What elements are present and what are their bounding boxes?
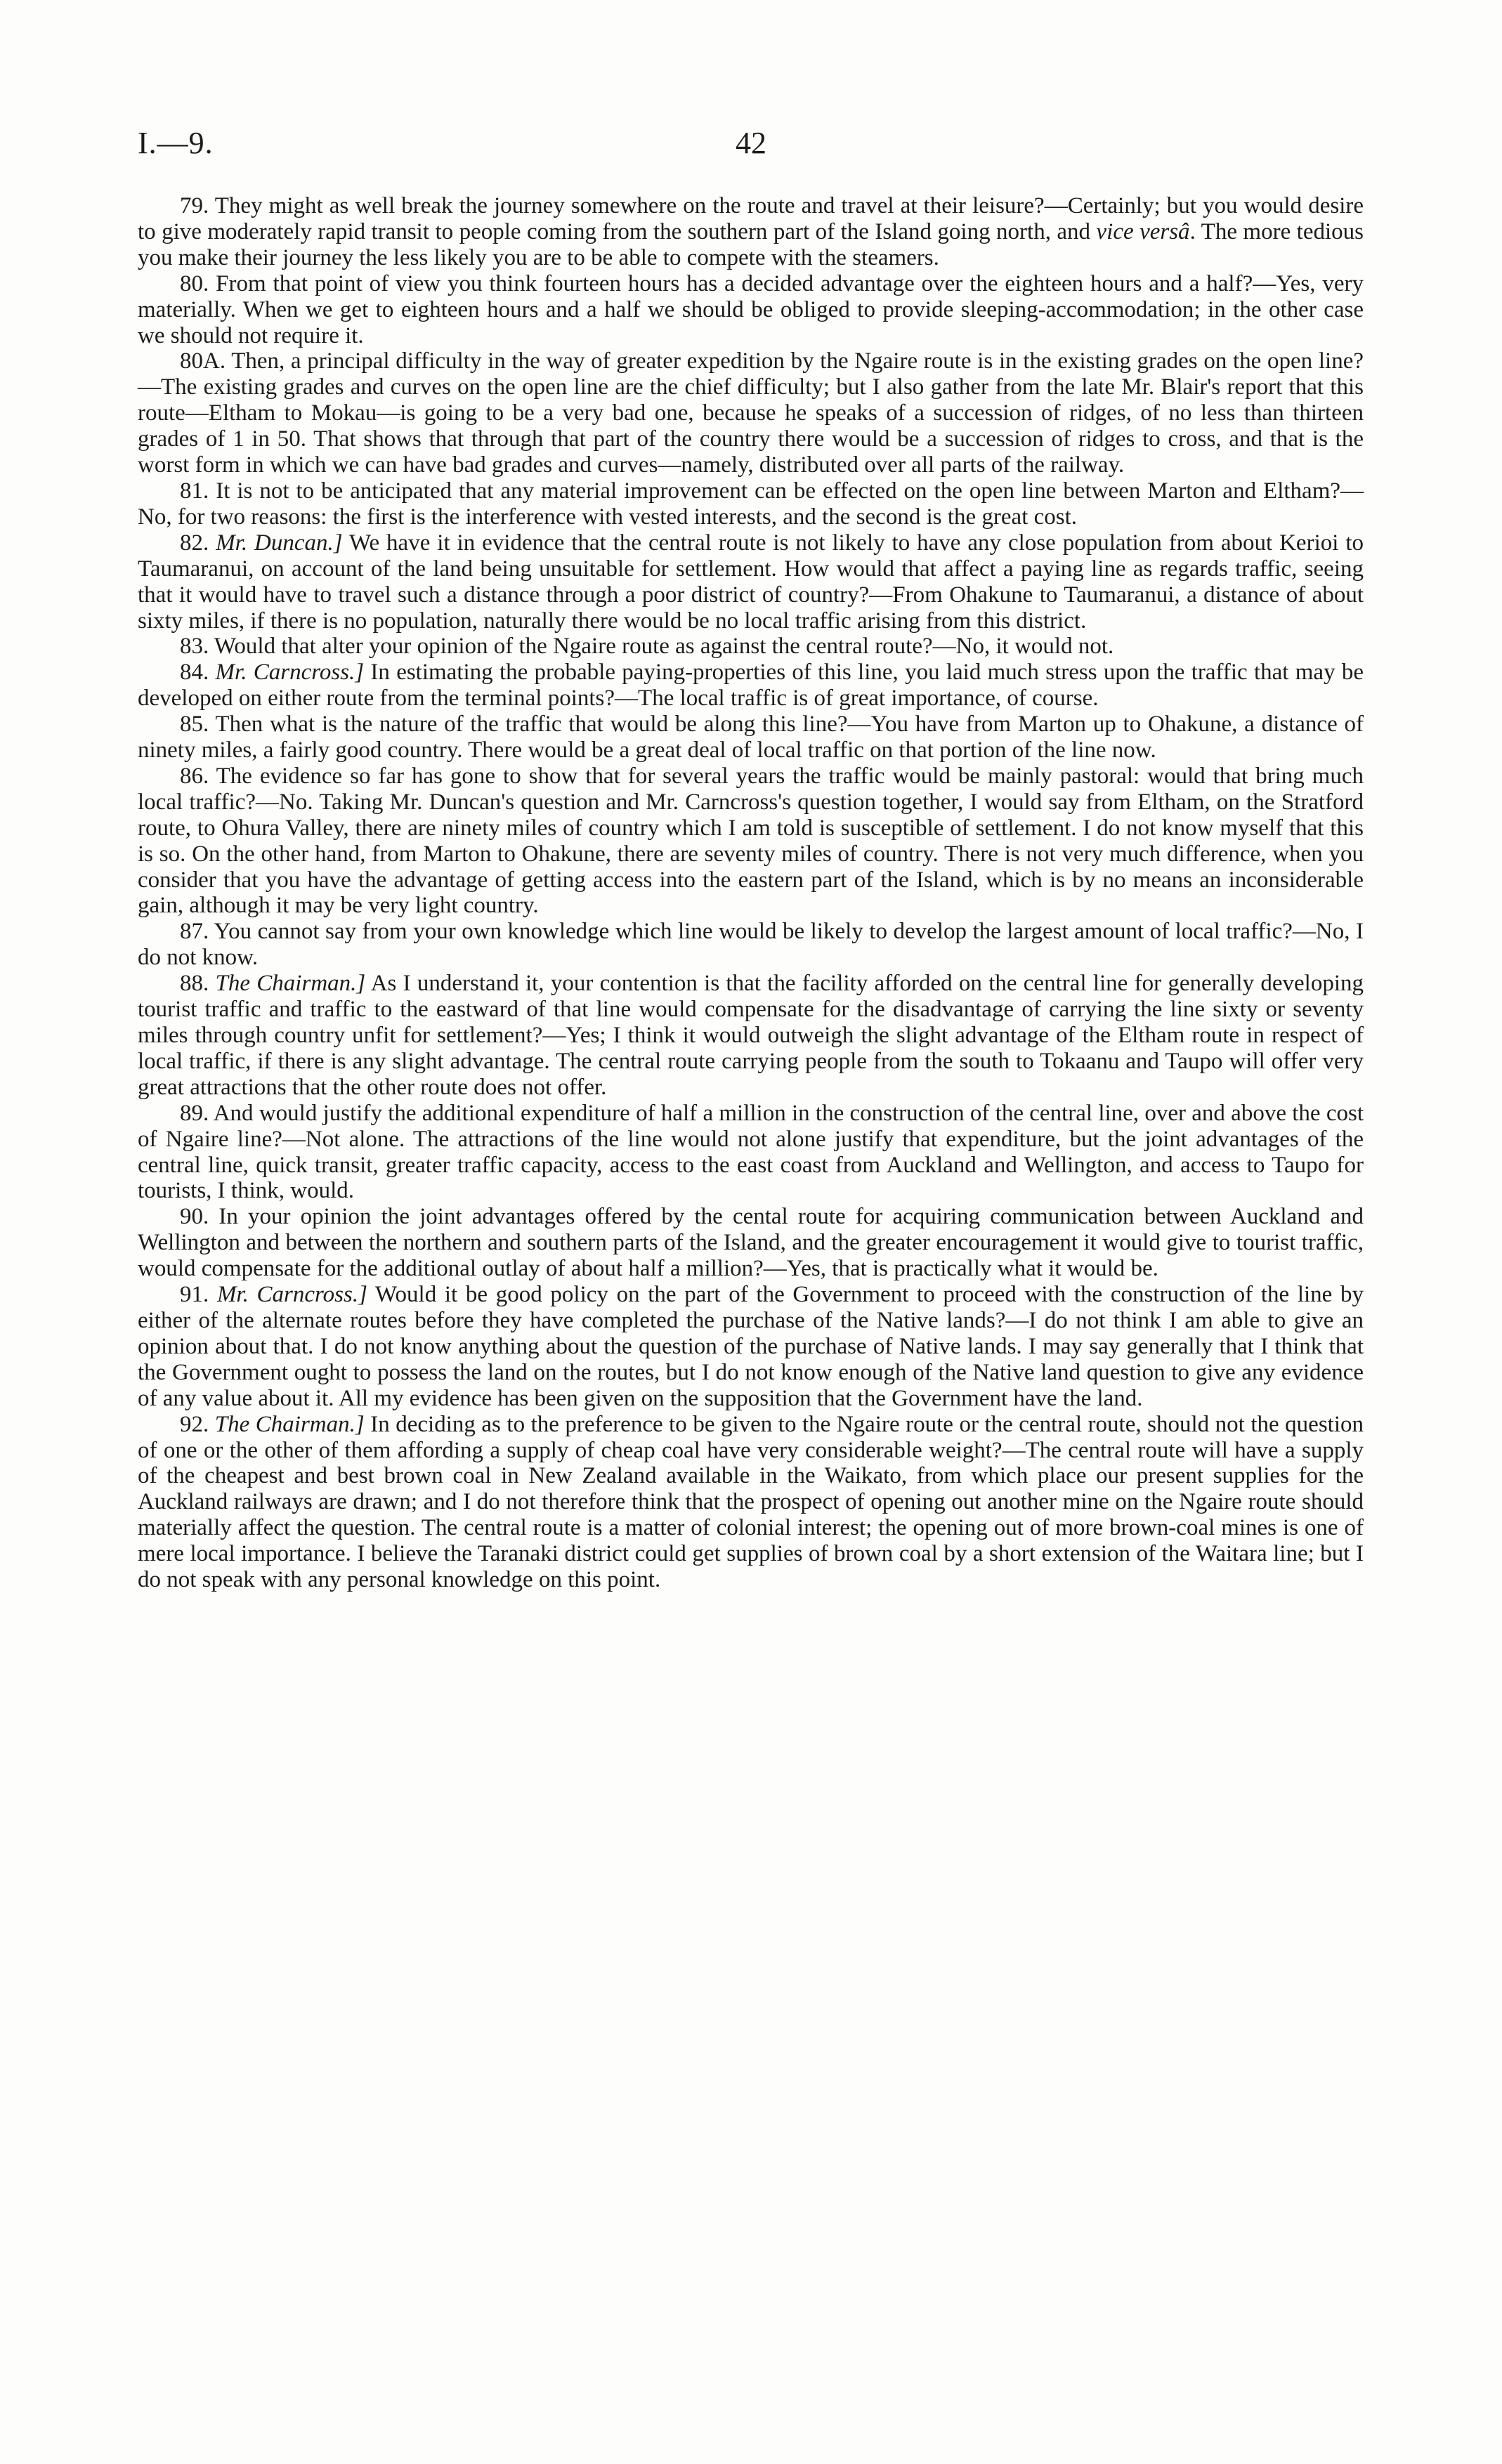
paragraph-79 xyxy=(138,193,1364,271)
speaker-label: Mr. Carncross.] xyxy=(216,1282,367,1308)
paragraph-86 xyxy=(138,764,1364,919)
paragraph-90 xyxy=(138,1204,1364,1282)
paragraph-number: 84. xyxy=(180,660,209,686)
paragraph-number: 80. xyxy=(180,270,209,296)
paragraph-number: 90. xyxy=(180,1204,209,1230)
paragraph-number: 85. xyxy=(180,712,209,738)
page-number: 42 xyxy=(736,126,766,160)
paragraph-text: It is not to be anticipated that any material improvement can be effected on the open line between Marton and Eltham?—No, for two reasons: the first is the interference with vested interests, and the second is the great cost. xyxy=(138,478,1364,530)
paragraph-88 xyxy=(138,971,1364,1101)
paragraph-number: 92. xyxy=(180,1411,209,1437)
paragraph-text: Then what is the nature of the traffic that would be along this line?—You have from Marton up to Ohakune, a distance of ninety miles, a fairly good country. There would be a great deal of local traffic on that portion of the line now. xyxy=(138,712,1364,764)
paragraph-80 xyxy=(138,271,1364,349)
paragraph-number: 86. xyxy=(180,763,209,789)
paragraph-number: 79. xyxy=(180,193,209,218)
paragraph-text: Would it be good policy on the part of the Government to proceed with the construction of the line by either of the alternate routes before they have completed the purchase of the Native lands?—I do not think I am able to give an opinion about that. I do not know anything about the question of the purchase of Native lands. I may say generally that I think that the Government ought to possess the land on the routes, but I do not know enough of the Native land question to give any evidence of any value about it. All my evidence has been given on the supposition that the Government have the land. xyxy=(138,1282,1364,1411)
paragraph-text: You cannot say from your own knowledge which line would be likely to develop the largest amount of local traffic?—No, I do not know. xyxy=(138,919,1364,971)
paragraph-92 xyxy=(138,1412,1364,1593)
paragraph-number: 89. xyxy=(180,1100,209,1126)
paragraph-text: In estimating the probable paying-properties of this line, you laid much stress upon the traffic that may be developed on either route from the terminal points?—The local traffic is of great importance, of course. xyxy=(138,660,1364,712)
paragraph-81 xyxy=(138,478,1364,530)
paragraph-number: 88. xyxy=(180,971,209,997)
paragraph-87 xyxy=(138,919,1364,971)
document-body xyxy=(138,193,1364,1593)
paragraph-84 xyxy=(138,660,1364,712)
paragraph-82 xyxy=(138,530,1364,634)
paragraph-text: And would justify the additional expenditure of half a million in the construction of the central line, over and above the cost of Ngaire line?—Not alone. The attractions of the line would not alone justify that expenditure, but the joint advantages of the central line, quick transit, greater traffic capacity, access to the east coast from Auckland and Wellington, and access to Taupo for tourists, I think, would. xyxy=(138,1100,1364,1204)
paragraph-text: In your opinion the joint advantages offered by the cental route for acquiring communication between Auckland and Wellington and between the northern and southern parts of the Island, and the greater encouragement it would give to tourist traffic, would compensate for the additional outlay of about half a million?—Yes, that is practically what it would be. xyxy=(138,1204,1364,1282)
paragraph-89 xyxy=(138,1101,1364,1205)
paragraph-85 xyxy=(138,712,1364,764)
speaker-label: The Chairman.] xyxy=(214,1411,365,1437)
paragraph-number: 81. xyxy=(180,478,209,504)
paragraph-number: 80A. xyxy=(180,348,226,374)
paragraph-number: 87. xyxy=(180,919,209,945)
paragraph-text: They might as well break the journey somewhere on the route and travel at their leisure?—Certainly; but you would desire to give moderately rapid transit to people coming from the southern part of the Island going north, and xyxy=(138,193,1364,244)
paragraph-text: Would that alter your opinion of the Ngaire route as against the central route?—No, it would not. xyxy=(214,634,1114,660)
paragraph-text: As I understand it, your contention is that the facility afforded on the central line for generally developing tourist traffic and traffic to the eastward of that line would compensate for the disadvantage of carrying the line sixty or seventy miles through country unfit for settlement?—Yes; I think it would outweigh the slight advantage of the Eltham route in respect of local traffic, if there is any slight advantage. The central route carrying people from the south to Tokaanu and Taupo will offer very great attractions that the other route does not offer. xyxy=(138,971,1364,1100)
page-header xyxy=(138,125,1364,167)
paragraph-text: We have it in evidence that the central route is not likely to have any close population from about Kerioi to Taumaranui, on account of the land being unsuitable for settlement. How would that affect a paying line as regards traffic, seeing that it would have to travel such a distance through a poor district of country?—From Ohakune to Taumaranui, a distance of about sixty miles, if there is no population, naturally there would be no local traffic arising from this district. xyxy=(138,530,1364,634)
paragraph-number: 82. xyxy=(180,530,209,556)
paragraph-text: Then, a principal difficulty in the way of greater expedition by the Ngaire route is in the existing grades on the open line?—The existing grades and curves on the open line are the chief difficulty; but I also gather from the late Mr. Blair's report that this route—Eltham to Mokau—is going to be a very bad one, because he speaks of a succession of ridges, of no less than thirteen grades of 1 in 50. That shows that through that part of the country there would be a succession of ridges to cross, and that is the worst form in which we can have bad grades and curves—namely, distributed over all parts of the railway. xyxy=(138,348,1364,478)
speaker-label: The Chairman.] xyxy=(215,971,366,997)
paragraph-91 xyxy=(138,1282,1364,1412)
paragraph-text: The evidence so far has gone to show that for several years the traffic would be mainly pastoral: would that bring much local traffic?—No. Taking Mr. Duncan's question and Mr. Carncross's question together, I would say from Eltham, on the Stratford route, to Ohura Valley, there are ninety miles of country which I am told is susceptible of settlement. I do not know myself that this is so. On the other hand, from Marton to Ohakune, there are seventy miles of country. There is not very much difference, when you consider that you have the advantage of getting access into the eastern part of the Island, which is by no means an inconsiderable gain, although it may be very light country. xyxy=(138,763,1364,919)
paragraph-83 xyxy=(138,634,1364,660)
paragraph-text: In deciding as to the preference to be given to the Ngaire route or the central route, should not the question of one or the other of them affording a supply of cheap coal have very considerable weight?—The central route will have a supply of the cheapest and best brown coal in New Zealand available in the Waikato, from which place our present supplies for the Auckland railways are drawn; and I do not therefore think that the prospect of opening out another mine on the Ngaire route should materially affect the question. The central route is a matter of colonial interest; the opening out of more brown-coal mines is one of mere local importance. I believe the Taranaki district could get supplies of brown coal by a short extension of the Waitara line; but I do not speak with any personal knowledge on this point. xyxy=(138,1411,1364,1593)
speaker-label: Mr. Duncan.] xyxy=(216,530,343,556)
paragraph-number: 83. xyxy=(180,634,209,660)
paragraph-text: From that point of view you think fourteen hours has a decided advantage over the eighteen hours and a half?—Yes, very materially. When we get to eighteen hours and a half we should be obliged to provide sleeping-accommodation; in the other case we should not require it. xyxy=(138,270,1364,348)
paragraph-80a xyxy=(138,348,1364,478)
paragraph-text-end: . The more tedious you make their journey the less likely you are to be able to compete with the steamers. xyxy=(138,218,1364,270)
speaker-label: Mr. Carncross.] xyxy=(215,660,365,686)
document-reference: I.—9. xyxy=(138,126,214,160)
italic-phrase: vice versâ xyxy=(1096,218,1190,244)
paragraph-number: 91. xyxy=(180,1282,209,1308)
